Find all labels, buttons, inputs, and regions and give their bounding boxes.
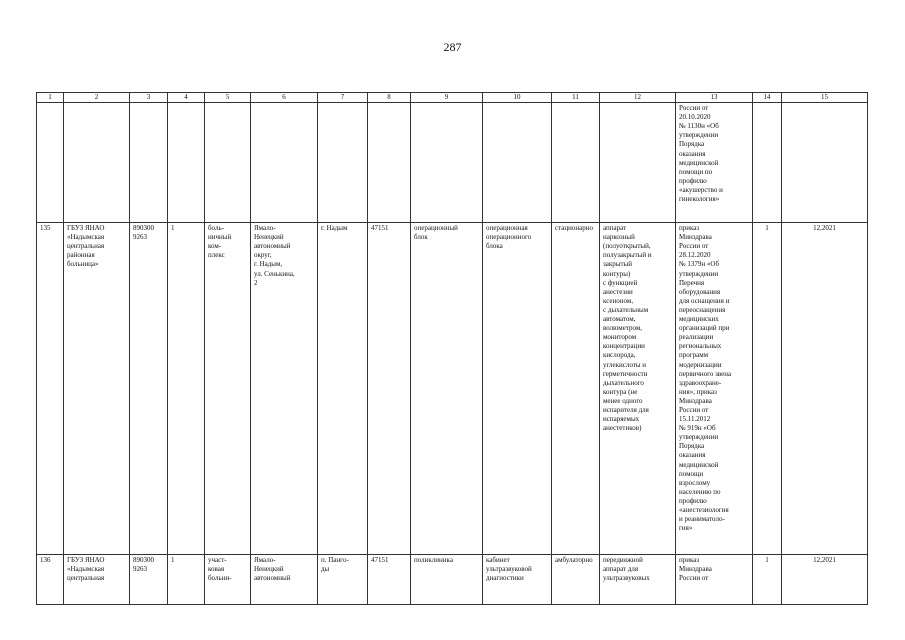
cell-oktmo: 47151 (368, 555, 411, 605)
column-number-4: 4 (168, 93, 205, 103)
table-row-continuation (37, 103, 868, 223)
cell-row-number: 135 (37, 223, 64, 555)
cell-date (782, 103, 868, 223)
cell-room: операционная операционного блока (483, 223, 552, 555)
column-number-9: 9 (411, 93, 483, 103)
page-number: 287 (443, 40, 462, 54)
table-row (37, 555, 868, 605)
column-number-13: 13 (676, 93, 753, 103)
column-number-7: 7 (318, 93, 368, 103)
column-number-12: 12 (600, 93, 676, 103)
table-header-row (37, 93, 868, 103)
cell-regulation: приказ Минздрава России от 28.12.2020 № 1379н «Об утверждении Перечня оборудования для оснащения и переоснащения медицинских организаций при реализации региональных программ модернизации первичного звена здравоохране- ния», приказ Минздрава России от 15.11.2012 № 919н «Об утверждении Порядка оказания медицинской помощи взрослому населению по профилю «анестезиология и реаниматоло- гия» (676, 223, 753, 555)
cell-row-number: 136 (37, 555, 64, 605)
cell-address: Ямало- Ненецкий автономный (251, 555, 318, 605)
cell-regulation: России от 20.10.2020 № 1130н «Об утверждении Порядка оказания медицинской помощи по профилю «акушерство и гинекология» (676, 103, 753, 223)
cell-inn (130, 103, 168, 223)
cell-facility-type: боль- ничный ком- плекс (205, 223, 251, 555)
column-number-6: 6 (251, 93, 318, 103)
cell-inn: 890300 9263 (130, 555, 168, 605)
cell-regulation: приказ Минздрава России от (676, 555, 753, 605)
cell-organization: ГБУЗ ЯНАО «Надымская центральная районная больница» (64, 223, 130, 555)
cell-care-form: амбулаторно (552, 555, 600, 605)
cell-locality (318, 103, 368, 223)
column-number-8: 8 (368, 93, 411, 103)
column-number-2: 2 (64, 93, 130, 103)
cell-address: Ямало- Ненецкий автономный округ, г. Надым, ул. Сенькина, 2 (251, 223, 318, 555)
cell-locality: п. Пангo- ды (318, 555, 368, 605)
cell-organization: ГБУЗ ЯНАО «Надымская центральная (64, 555, 130, 605)
cell-unit: поликлиника (411, 555, 483, 605)
cell-unit (411, 103, 483, 223)
cell-equipment (600, 103, 676, 223)
cell-quantity: 1 (753, 555, 782, 605)
cell-col4: 1 (168, 223, 205, 555)
column-number-10: 10 (483, 93, 552, 103)
cell-care-form: стационарно (552, 223, 600, 555)
column-number-14: 14 (753, 93, 782, 103)
cell-facility-type (205, 103, 251, 223)
cell-quantity: 1 (753, 223, 782, 555)
cell-inn: 890300 9263 (130, 223, 168, 555)
cell-date: 12,2021 (782, 555, 868, 605)
cell-equipment: аппарат наркозный (полуоткрытый, полузакрытый и закрытый контуры) с функцией анестезии ксеноном, с дыхательным автоматом, волюметром, монитором концентрации кислорода, углекислоты и герметичности дыхательного контура (не менее одного испарителя для испаряемых анестетиков) (600, 223, 676, 555)
cell-room: кабинет ультразвуковой диагностики (483, 555, 552, 605)
column-number-15: 15 (782, 93, 868, 103)
cell-oktmo (368, 103, 411, 223)
cell-organization (64, 103, 130, 223)
column-number-1: 1 (37, 93, 64, 103)
cell-room (483, 103, 552, 223)
equipment-table (36, 92, 868, 605)
cell-oktmo: 47151 (368, 223, 411, 555)
column-number-3: 3 (130, 93, 168, 103)
cell-unit: операционный блок (411, 223, 483, 555)
cell-col4: 1 (168, 555, 205, 605)
column-number-5: 5 (205, 93, 251, 103)
table-row (37, 223, 868, 555)
cell-col4 (168, 103, 205, 223)
cell-locality: г. Надым (318, 223, 368, 555)
cell-address (251, 103, 318, 223)
cell-equipment: передвижной аппарат для ультразвуковых (600, 555, 676, 605)
cell-row-number (37, 103, 64, 223)
cell-care-form (552, 103, 600, 223)
cell-facility-type: участ- ковая больни- (205, 555, 251, 605)
cell-quantity (753, 103, 782, 223)
cell-date: 12,2021 (782, 223, 868, 555)
column-number-11: 11 (552, 93, 600, 103)
